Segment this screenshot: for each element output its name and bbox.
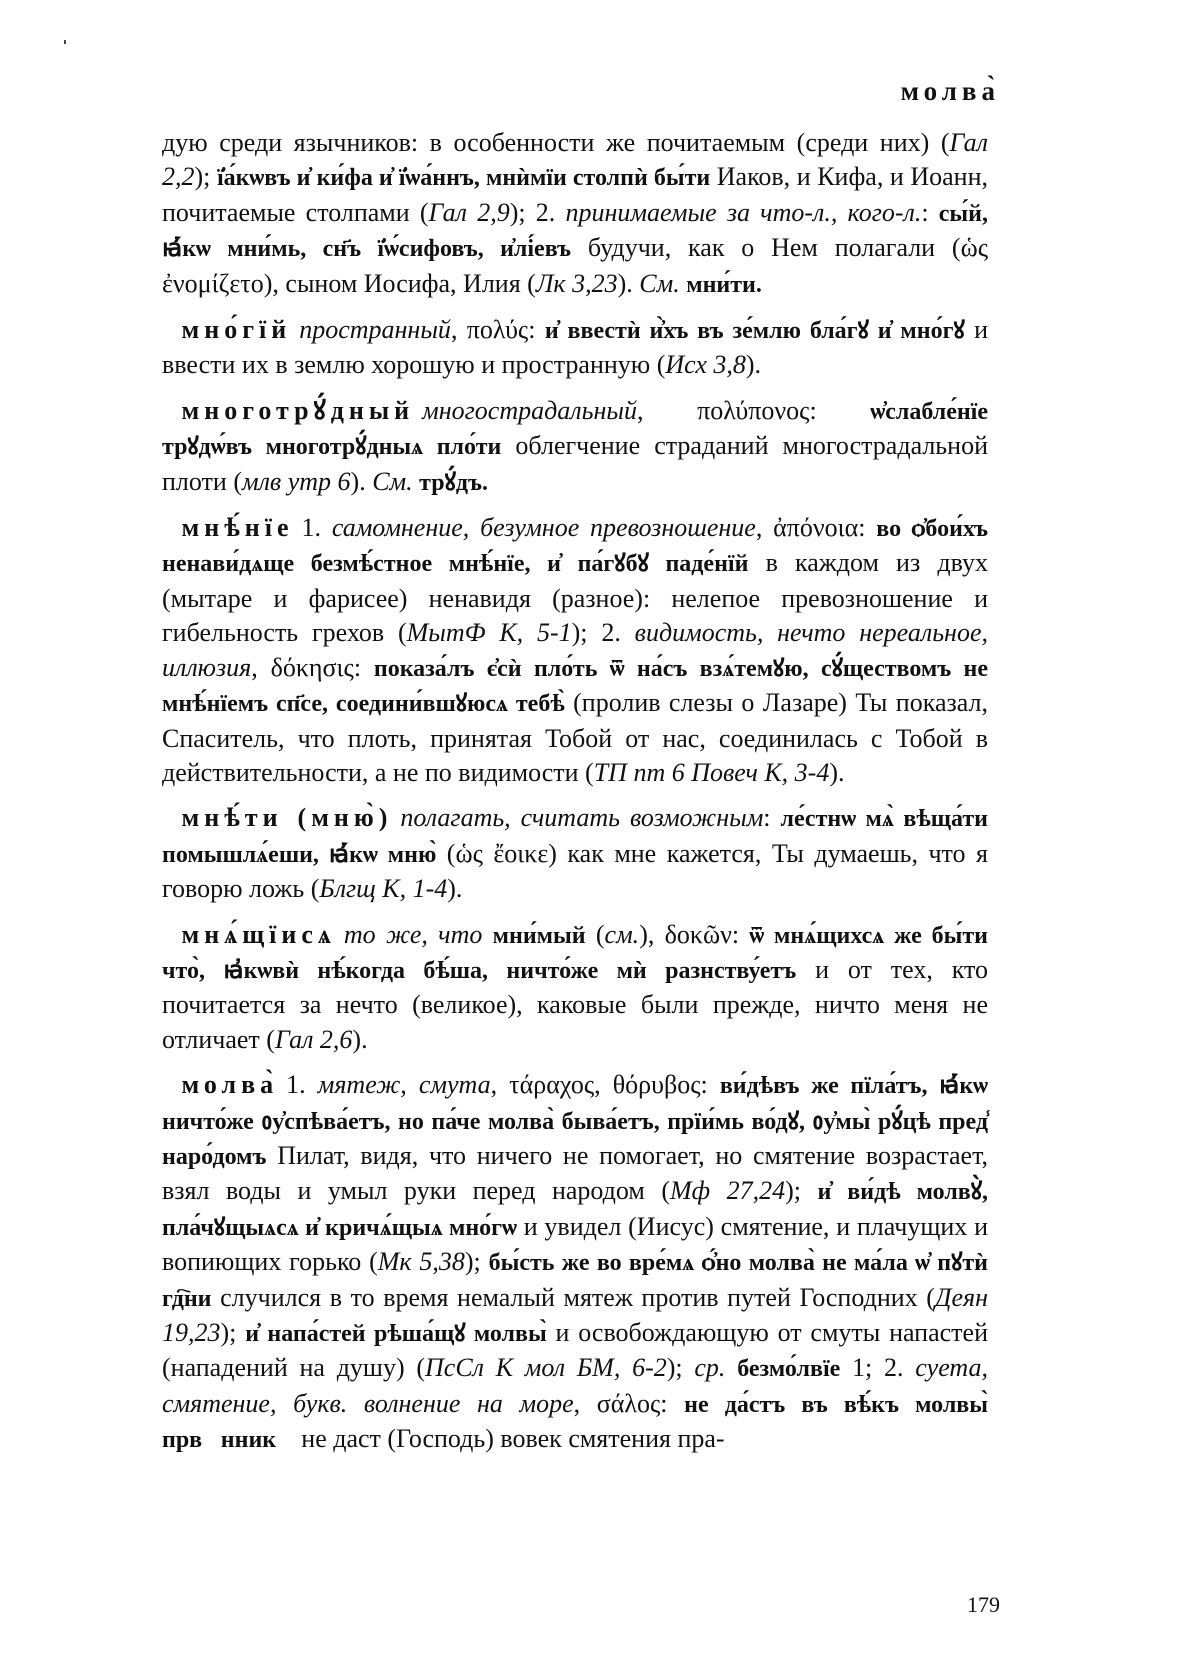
italic-text: Лк 3,23 — [535, 268, 618, 298]
dictionary-entry — [162, 801, 988, 906]
body-text — [725, 1353, 737, 1382]
body-text: в каждом из двух (мытаре и фарисее) ненавидя (разное): нелепое превозношение и гибельность грехов ( — [162, 548, 988, 648]
body-text: дую среди язычников: в особенности же почитаемым (среди них) ( — [162, 128, 950, 157]
body-text: ). — [617, 268, 640, 298]
entry-headword: мнѣ́ти (мню̀) — [181, 803, 393, 833]
italic-text: Деян 19,23 — [162, 1282, 988, 1347]
body-text: , ἀπόνοια: — [755, 513, 877, 543]
italic-text: Гал 2,2 — [162, 128, 988, 192]
body-text: облегчение страданий многострадальной плоти ( — [162, 431, 988, 496]
body-text: : — [921, 197, 939, 227]
body-text: ); 2. — [509, 197, 566, 227]
church-slavonic-quote: бы́сть же во вре́мѧ ѻ҆́но молва̀ не ма́ла ѡ҆ пꙋтѝ гд҇ни — [162, 1250, 988, 1312]
scan-speck — [64, 40, 66, 44]
church-slavonic-quote: не да́стъ въ вѣ́къ молвы̀ првⷣнникꙋ — [162, 1391, 988, 1454]
body-text: , πολύς: — [450, 315, 545, 345]
italic-text: самомнение, безумное превозношение — [331, 513, 756, 543]
italic-text: полагать, считать возможным — [400, 803, 764, 833]
italic-text: МытФ К, 5-1 — [406, 618, 572, 648]
entry-headword: многотрꙋ́дный — [181, 395, 415, 425]
italic-text: Блгщ К, 1-4 — [319, 874, 448, 904]
church-slavonic-quote: трꙋ́дъ. — [419, 469, 488, 496]
italic-text: мятеж, смута — [317, 1070, 491, 1100]
body-text: и ввести их в землю хорошую и пространную ( — [162, 315, 989, 380]
body-text: не даст (Господь) вовек смятения пра- — [294, 1424, 725, 1454]
entry-headword: мнѣ́нїе — [181, 513, 294, 543]
dictionary-entry — [162, 1068, 988, 1457]
body-text: случился в то время немалый мятеж против путей Господних ( — [211, 1282, 935, 1312]
body-text: : — [763, 803, 781, 833]
body-text: ). — [447, 874, 463, 904]
entry-headword: мно́гїй — [181, 315, 292, 345]
italic-text: пространный — [299, 315, 451, 345]
body-text: ). — [350, 466, 373, 496]
church-slavonic-quote: и҆ напа́стей рѣша́щꙋ молвы̀ — [245, 1321, 547, 1347]
church-slavonic-quote: и҆ ввестѝ и҆̀хъ въ зе́млю бла́гꙋ и҆ мно́гꙋ — [544, 318, 965, 345]
entry-headword: молва̀ — [181, 1070, 279, 1100]
body-text — [482, 920, 492, 949]
entry-headword: мнѧ́щїисѧ — [181, 919, 336, 949]
body-text: ); 2. — [571, 618, 635, 648]
church-slavonic-quote: и҆ ви́дѣ молвꙋ̀, пла́чꙋщыѧсѧ и҆ кричѧ́щыѧ мно́гѡ — [162, 1179, 989, 1241]
church-slavonic-quote: ѿ мнѧ́щихсѧ же бы́ти что̀, ꙗ҆кѡвѝ нѣ́когда бѣ́ша, ничто́же мѝ разнству́етъ — [162, 922, 988, 984]
body-text: Пилат, видя, что ничего не помогает, но смятение возрастает, взял воды и умыл руки перед народом ( — [162, 1140, 988, 1206]
body-text: , τάραχος, θόρυβος: — [490, 1070, 720, 1100]
italic-text: видимость, нечто нереальное, иллюзия — [162, 618, 988, 682]
italic-text: См. — [639, 268, 680, 298]
body-text: ); — [785, 1176, 818, 1206]
italic-text: См. — [372, 466, 413, 496]
dictionary-entry — [162, 313, 988, 383]
italic-text: ПсСл К мол БМ, 6-2 — [425, 1353, 667, 1383]
body-text: ); — [464, 1247, 489, 1277]
dictionary-entry — [162, 126, 988, 302]
church-slavonic-quote: мни́ти. — [686, 271, 762, 298]
italic-text: Гал 2,6 — [274, 1024, 353, 1054]
body-text: , σάλος: — [573, 1388, 685, 1418]
dictionary-body — [162, 126, 988, 1469]
church-slavonic-quote: ви́дѣвъ же пїла́тъ, ꙗ҆́кѡ ничто́же ᲂу҆спѣва́етъ, но па́че молва̀ быва́етъ, прїи́мь во́дꙋ, ᲂу҆мы̀ рꙋ́цѣ пред̾ наро́домъ — [162, 1073, 988, 1170]
body-text: 1. — [301, 513, 332, 543]
church-slavonic-quote: во ѻ҆бои́хъ ненави́дѧще безмѣ́стное мнѣ́нїе, и҆ па́гꙋбꙋ паде́нїй — [162, 516, 988, 578]
body-text: 1. — [286, 1070, 318, 1100]
body-text: , πολύπονος: — [636, 395, 871, 425]
church-slavonic-quote: показа́лъ є҆сѝ пло́ть ѿ на́съ взѧ́темꙋю, сꙋ́ществомъ не мнѣ́нїемъ сп҃се, соедини́вшꙋюсѧ тебѣ̀ — [162, 655, 988, 718]
italic-text: млв утр 6 — [241, 466, 351, 496]
italic-text: Мф 27,24 — [670, 1176, 786, 1206]
italic-text: то же, что — [343, 919, 483, 949]
italic-text: многострадальный — [422, 395, 637, 425]
dictionary-entry — [162, 918, 988, 1058]
body-text: и освобождающую от смуты напастей (нападений на душу) ( — [162, 1318, 988, 1383]
body-text: ); — [666, 1353, 695, 1383]
body-text: (пролив слезы о Лазаре) Ты показал, Спаситель, что плоть, принятая Тобой от нас, соединилась с Тобой в действительности, а не по видимости ( — [162, 688, 988, 787]
body-text: 1; 2. — [840, 1353, 916, 1383]
body-text: ); — [194, 162, 217, 192]
body-text: ). — [352, 1024, 368, 1054]
body-text: и увидел (Иисус) смятение, и плачущих и вопиющих горько ( — [162, 1211, 988, 1277]
church-slavonic-quote: ї҆а́кѡвъ и҆ ки́фа и҆ ї҆ѡа́ннъ, мнѝмїи столпѝ бы́ти — [216, 165, 711, 192]
body-text: ); — [220, 1318, 246, 1347]
body-text: , δόκησις: — [251, 652, 374, 682]
body-text: и от тех, кто почитается за нечто (великое), каковые были прежде, ничто меня не отличает ( — [162, 954, 988, 1054]
church-slavonic-quote: безмо́лвїе — [737, 1356, 841, 1383]
italic-text: ср. — [694, 1353, 726, 1383]
body-text: ), δοκῶν: — [639, 919, 750, 949]
church-slavonic-quote: сы́й, ꙗ҆́кѡ мни́мь, сн҃ъ ї҆ѡ́сифовъ, и҆лі́евъ — [162, 200, 988, 263]
dictionary-entry — [162, 394, 988, 500]
church-slavonic-quote: ѡ҆слабле́нїе трꙋдѡ́въ многотрꙋ́дныѧ пло́ти — [162, 398, 988, 461]
church-slavonic-quote: мни́мый — [492, 922, 586, 949]
dictionary-entry — [162, 511, 988, 790]
italic-text: принимаемые за что-л., кого-л. — [565, 197, 922, 227]
italic-text: суета, смятение, букв. волнение на море — [162, 1353, 988, 1418]
running-header: молва̀ — [900, 76, 1000, 106]
body-text: Иаков, и Кифа, и Иоанн, почитаемые столпами ( — [162, 162, 988, 227]
body-text: (ὡς ἔοικε) как мне кажется, Ты думаешь, что я говорю ложь ( — [162, 838, 988, 904]
italic-text: ТП пт 6 Повеч К, 3-4 — [593, 757, 830, 787]
italic-text: Гал 2,9 — [428, 197, 510, 227]
body-text: ). — [745, 350, 762, 380]
church-slavonic-quote: ле́стнѡ мѧ̀ вѣща́ти помышлѧ́еши, ꙗ҆́кѡ мню̀ — [162, 806, 988, 868]
page-number: 179 — [967, 1592, 1000, 1617]
body-text: ( — [585, 919, 605, 949]
italic-text: Исх 3,8 — [665, 350, 746, 380]
body-text: ). — [829, 757, 845, 787]
italic-text: Мк 5,38 — [377, 1247, 465, 1277]
italic-text: см. — [604, 919, 640, 949]
body-text: будучи, как о Нем полагали (ὡς ἐνομίζετο), сыном Иосифа, Илия ( — [162, 233, 988, 298]
